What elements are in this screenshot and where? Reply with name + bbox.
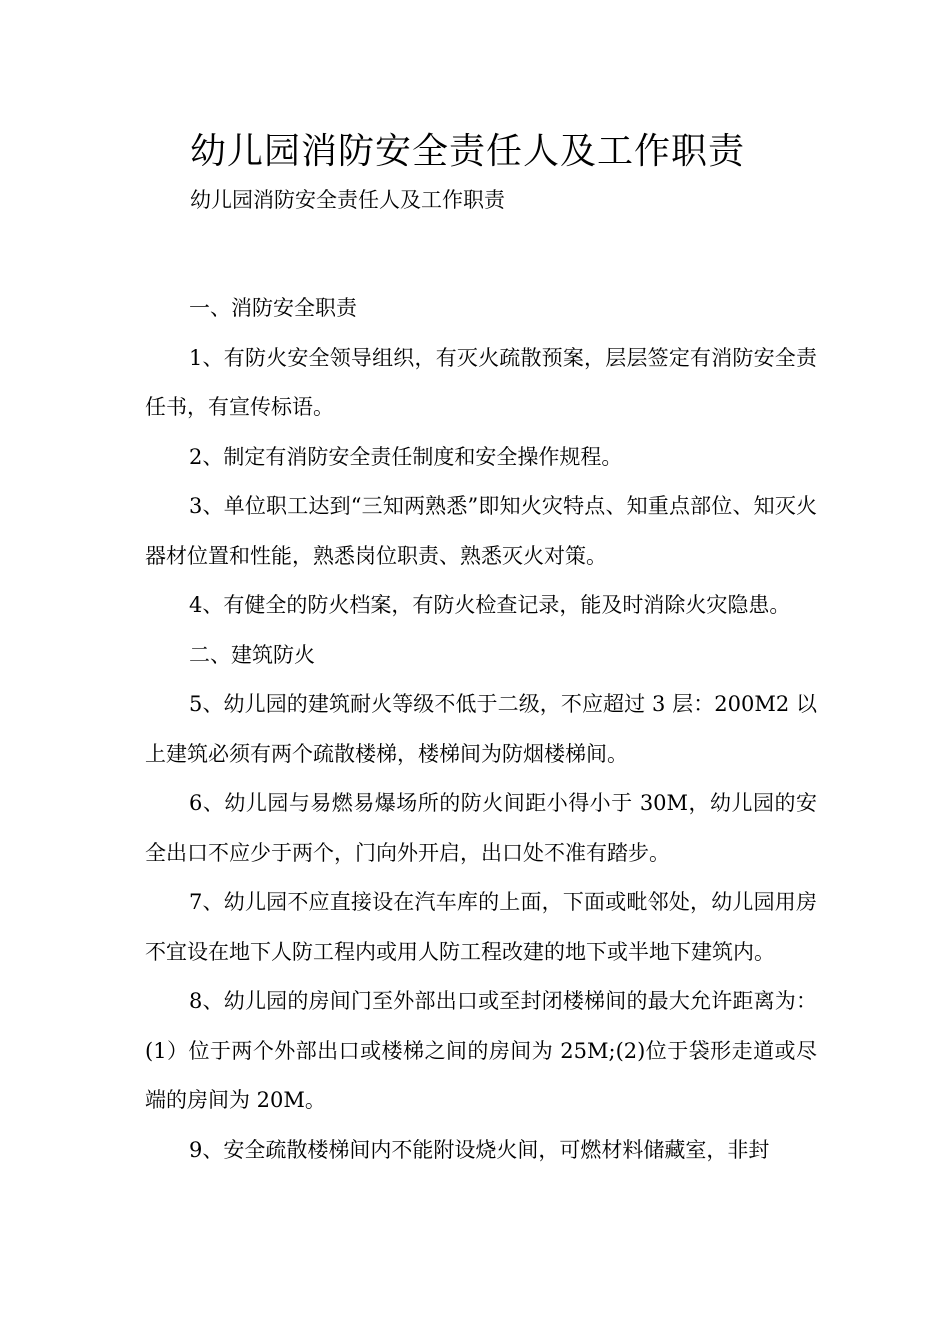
- section-heading: 二、建筑防火: [189, 642, 315, 667]
- paragraph: 3、单位职工达到“三知两熟悉”即知火灾特点、知重点部位、知灭火器材位置和性能，熟悉岗位职责、熟悉灭火对策。: [145, 494, 817, 568]
- paragraph: 8、幼儿园的房间门至外部出口或至封闭楼梯间的最大允许距离为：(1）位于两个外部出口或楼梯之间的房间为 25M;(2)位于袋形走道或尽端的房间为 20M。: [145, 989, 817, 1112]
- paragraph: 9、安全疏散楼梯间内不能附设烧火间，可燃材料储藏室，非封: [189, 1137, 770, 1162]
- paragraph: 2、制定有消防安全责任制度和安全操作规程。: [189, 444, 623, 469]
- paragraph: 4、有健全的防火档案，有防火检查记录，能及时消除火灾隐患。: [189, 593, 791, 617]
- document-subtitle: 幼儿园消防安全责任人及工作职责: [190, 188, 505, 212]
- document-body: [145, 284, 817, 1175]
- paragraph: 1、有防火安全领导组织，有灭火疏散预案，层层签定有消防安全责任书，有宣传标语。: [145, 345, 817, 419]
- section-heading: 一、消防安全职责: [189, 296, 357, 320]
- paragraph: 7、幼儿园不应直接设在汽车库的上面，下面或毗邻处，幼儿园用房不宜设在地下人防工程内或用人防工程改建的地下或半地下建筑内。: [145, 890, 817, 964]
- document-title: 幼儿园消防安全责任人及工作职责: [190, 131, 746, 172]
- paragraph: 5、幼儿园的建筑耐火等级不低于二级，不应超过 3 层：200M2 以上建筑必须有两个疏散楼梯，楼梯间为防烟楼梯间。: [145, 692, 817, 766]
- paragraph: 6、幼儿园与易燃易爆场所的防火间距小得小于 30M，幼儿园的安全出口不应少于两个，门向外开启，出口处不准有踏步。: [145, 791, 817, 865]
